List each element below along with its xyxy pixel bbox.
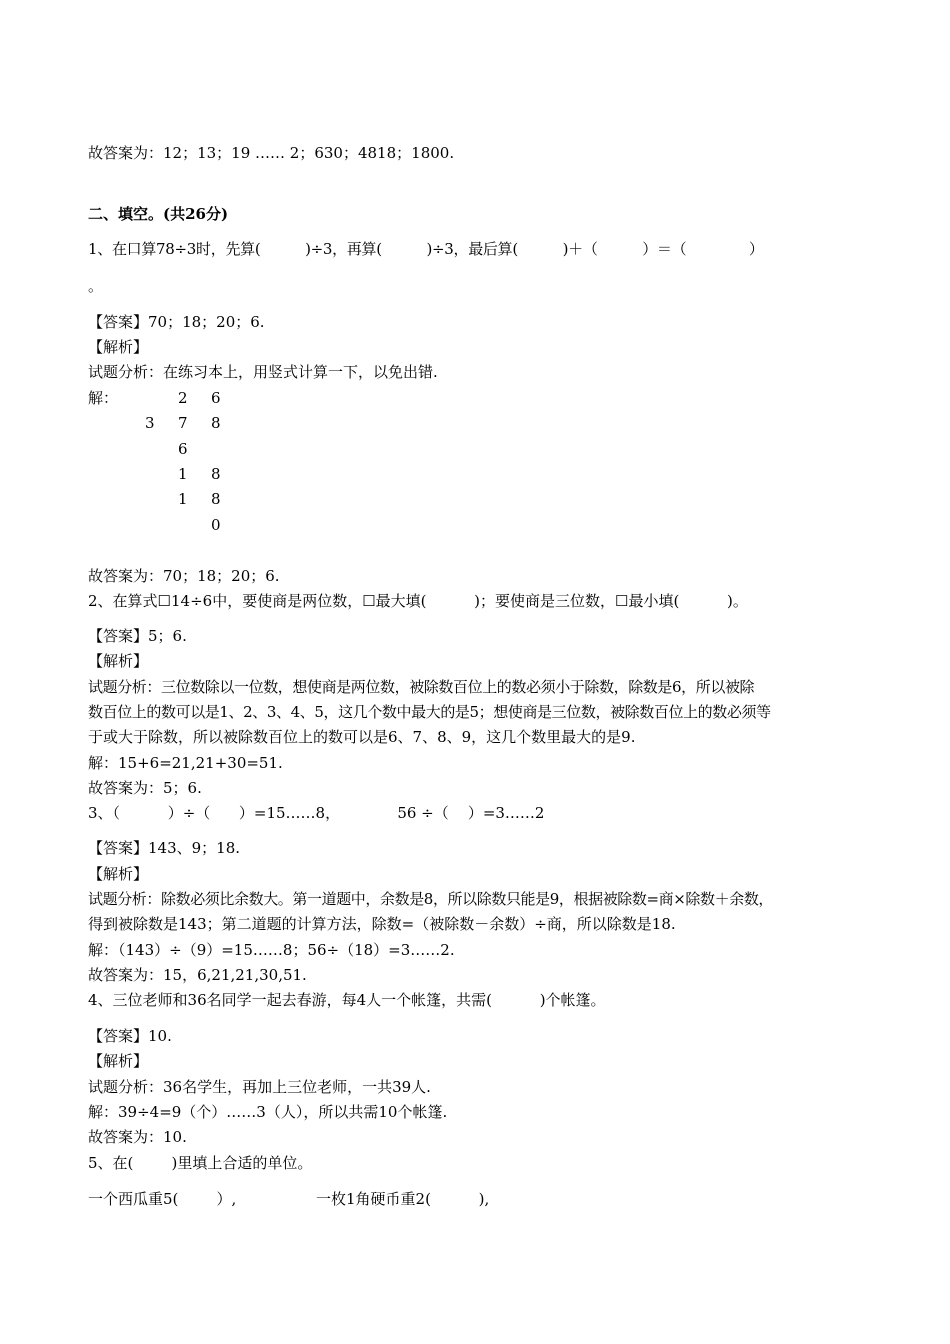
q4-final: 故答案为：10. — [88, 1128, 187, 1146]
divisor: 3 — [145, 414, 155, 432]
q3-analysis-label: 【解析】 — [88, 865, 149, 883]
dividend-digit: 8 — [211, 414, 221, 432]
q4-solution: 解：39÷4=9（个）……3（人），所以共需10个帐篷. — [88, 1103, 448, 1121]
dividend-digit: 7 — [178, 414, 188, 432]
q4-analysis-label: 【解析】 — [88, 1052, 149, 1070]
q3-solution: 解：（143）÷（9）=15……8；56÷（18）=3……2. — [88, 941, 455, 959]
q3-final: 故答案为：15，6,21,21,30,51. — [88, 966, 307, 984]
step-digit: 1 — [178, 490, 188, 508]
q3-answer: 【答案】143、9；18. — [88, 839, 241, 857]
q2-analysis-label: 【解析】 — [88, 652, 149, 670]
section-title: 二、填空。(共26分) — [88, 205, 229, 223]
q1-answer: 【答案】70；18；20；6. — [88, 313, 265, 331]
q3-analysis-line: 得到被除数是143；第二道题的计算方法，除数=（被除数－余数）÷商，所以除数是18. — [88, 915, 676, 933]
q2-final: 故答案为：5；6. — [88, 779, 202, 797]
q2-analysis-line: 试题分析：三位数除以一位数，想使商是两位数，被除数百位上的数必须小于除数，除数是6，所以被除 — [88, 678, 755, 696]
step-digit: 8 — [211, 465, 221, 483]
q5-item-watermelon: 一个西瓜重5( ）, — [88, 1190, 237, 1208]
q4-analysis: 试题分析：36名学生，再加上三位老师，一共39人. — [88, 1078, 431, 1096]
q1-solution-label: 解： — [88, 389, 119, 407]
q2-answer: 【答案】5；6. — [88, 627, 187, 645]
step-digit: 6 — [178, 440, 188, 458]
q1-final: 故答案为：70；18；20；6. — [88, 567, 280, 585]
q2-question: 2、在算式☐14÷6中，要使商是两位数，☐最大填( )；要使商是三位数，☐最小填( )。 — [88, 592, 748, 610]
q2-analysis-line: 数百位上的数可以是1、2、3、4、5，这几个数中最大的是5；想使商是三位数，被除数百位上的数必须等 — [88, 703, 771, 721]
q1-question-end: 。 — [88, 277, 104, 295]
q3-analysis-line: 试题分析：除数必须比余数大。第一道题中，余数是8，所以除数只能是9，根据被除数=商×除数＋余数， — [88, 890, 774, 908]
q1-analysis-label: 【解析】 — [88, 338, 149, 356]
quotient-digit: 6 — [211, 389, 221, 407]
q5-item-coin: 一枚1角硬币重2( ), — [316, 1190, 490, 1208]
q2-solution: 解：15+6=21,21+30=51. — [88, 754, 283, 772]
step-digit: 1 — [178, 465, 188, 483]
remainder-digit: 0 — [211, 516, 221, 534]
q5-question: 5、在( )里填上合适的单位。 — [88, 1154, 313, 1172]
q3-question: 3、（ ）÷（ ）=15……8， 56 ÷（ ）=3……2 — [88, 804, 545, 822]
q4-question: 4、三位老师和36名同学一起去春游，每4人一个帐篷，共需( )个帐篷。 — [88, 991, 606, 1009]
q1-analysis: 试题分析：在练习本上，用竖式计算一下，以免出错. — [88, 363, 438, 381]
step-digit: 8 — [211, 490, 221, 508]
q4-answer: 【答案】10. — [88, 1027, 172, 1045]
quotient-digit: 2 — [178, 389, 188, 407]
q1-question: 1、在口算78÷3时，先算( )÷3，再算( )÷3，最后算( )＋（ ）＝（ ） — [88, 240, 764, 258]
previous-answer: 故答案为：12；13；19 …… 2；630；4818；1800. — [88, 144, 455, 162]
q2-analysis-line: 于或大于除数，所以被除数百位上的数可以是6、7、8、9，这几个数里最大的是9. — [88, 728, 636, 746]
